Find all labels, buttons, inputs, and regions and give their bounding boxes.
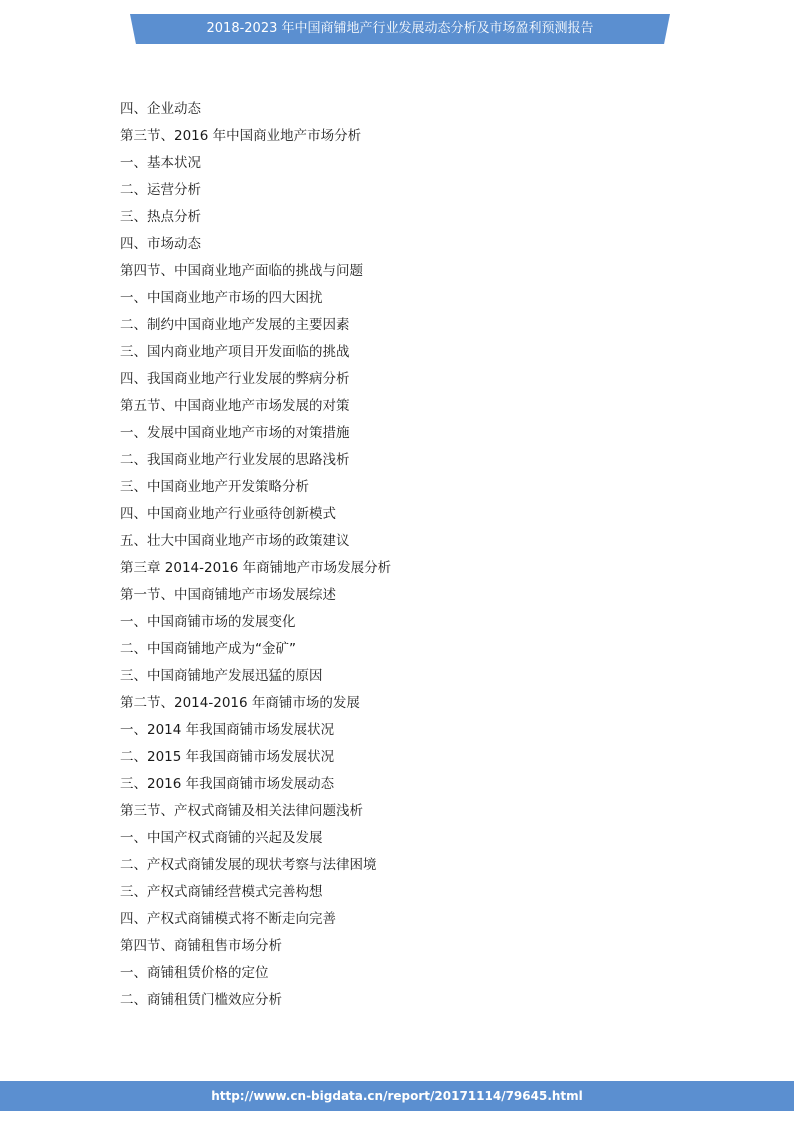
toc-item: 一、基本状况 <box>120 155 201 171</box>
toc-item: 一、中国商业地产市场的四大困扰 <box>120 290 323 306</box>
toc-item: 四、中国商业地产行业亟待创新模式 <box>120 506 336 522</box>
toc-item: 四、市场动态 <box>120 236 201 252</box>
toc-item: 第三章 2014-2016 年商铺地产市场发展分析 <box>120 560 392 576</box>
toc-item: 第三节、产权式商铺及相关法律问题浅析 <box>120 803 363 819</box>
toc-item: 二、商铺租赁门槛效应分析 <box>120 992 282 1008</box>
toc-item: 五、壮大中国商业地产市场的政策建议 <box>120 533 350 549</box>
toc-item: 二、2015 年我国商铺市场发展状况 <box>120 749 335 765</box>
toc-item: 二、制约中国商业地产发展的主要因素 <box>120 317 350 333</box>
toc-item: 一、2014 年我国商铺市场发展状况 <box>120 722 335 738</box>
report-title: 2018-2023 年中国商铺地产行业发展动态分析及市场盈利预测报告 <box>206 21 594 36</box>
toc-item: 一、中国商铺市场的发展变化 <box>120 614 296 630</box>
toc-item: 四、产权式商铺模式将不断走向完善 <box>120 911 336 927</box>
toc-item: 四、企业动态 <box>120 101 201 117</box>
toc-item: 三、国内商业地产项目开发面临的挑战 <box>120 344 350 360</box>
toc-item: 三、中国商铺地产发展迅猛的原因 <box>120 668 323 684</box>
toc-item: 二、运营分析 <box>120 182 201 198</box>
toc-item: 四、我国商业地产行业发展的弊病分析 <box>120 371 350 387</box>
toc-item: 三、中国商业地产开发策略分析 <box>120 479 309 495</box>
toc-item: 第一节、中国商铺地产市场发展综述 <box>120 587 336 603</box>
toc-item: 三、2016 年我国商铺市场发展动态 <box>120 776 335 792</box>
toc-item: 第五节、中国商业地产市场发展的对策 <box>120 398 350 414</box>
toc-item: 二、我国商业地产行业发展的思路浅析 <box>120 452 350 468</box>
toc-item: 三、产权式商铺经营模式完善构想 <box>120 884 323 900</box>
toc-item: 二、中国商铺地产成为“金矿” <box>120 641 296 657</box>
toc-item: 一、商铺租赁价格的定位 <box>120 965 269 981</box>
toc-item: 第四节、中国商业地产面临的挑战与问题 <box>120 263 363 279</box>
footer-url-link[interactable]: http://www.cn-bigdata.cn/report/20171114/79645.html <box>211 1089 583 1103</box>
toc-item: 二、产权式商铺发展的现状考察与法律困境 <box>120 857 377 873</box>
toc-item: 三、热点分析 <box>120 209 201 225</box>
toc-item: 第三节、2016 年中国商业地产市场分析 <box>120 128 362 144</box>
table-of-contents <box>120 96 391 1014</box>
toc-item: 一、中国产权式商铺的兴起及发展 <box>120 830 323 846</box>
toc-item: 第二节、2014-2016 年商铺市场的发展 <box>120 695 360 711</box>
toc-item: 第四节、商铺租售市场分析 <box>120 938 282 954</box>
toc-item: 一、发展中国商业地产市场的对策措施 <box>120 425 350 441</box>
